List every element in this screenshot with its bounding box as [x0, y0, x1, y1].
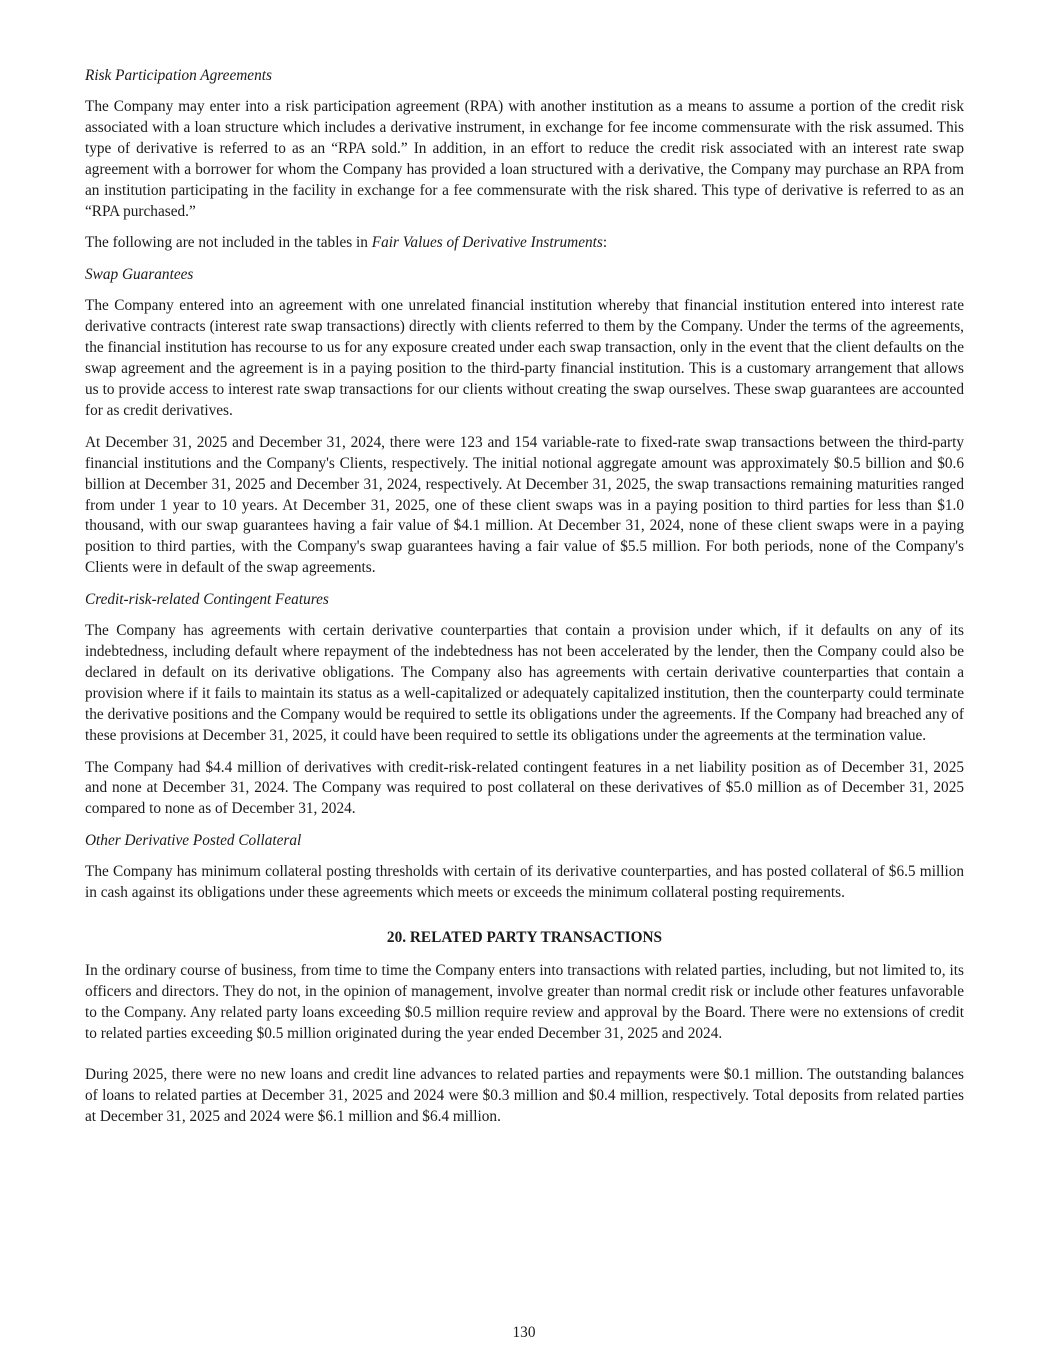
document-page [85, 66, 964, 1138]
credit-risk-paragraph-1: The Company has agreements with certain derivative counterparties that contain a provision under which, if it defaults on any of its indebtedness, including default where repayment of the indebtedness has not been accelerated by the lender, then the Company could also be declared in default on its derivative obligations. The Company also has agreements with certain derivative counterparties that contain a provision where if it fails to maintain its status as a well-capitalized or adequately capitalized institution, then the counterparty could terminate the derivative positions and the Company would be required to settle its obligations under the agreements. If the Company had breached any of these provisions at December 31, 2025, it could have been required to settle its obligations under the agreements at the termination value. [85, 622, 964, 744]
related-party-paragraph-2: During 2025, there were no new loans and credit line advances to related parties and repayments were $0.1 million. The outstanding balances of loans to related parties at December 31, 2025 and 2024 were $0.3 million and $0.4 million, respectively. Total deposits from related parties at December 31, 2025 and 2024 were $6.1 million and $6.4 million. [85, 1065, 964, 1125]
not-included-paragraph [85, 233, 964, 254]
swap-guarantees-heading: Swap Guarantees [85, 266, 194, 284]
not-included-table-reference: Fair Values of Derivative Instruments [371, 234, 603, 252]
swap-guarantees-paragraph-2: At December 31, 2025 and December 31, 2024, there were 123 and 154 variable-rate to fixed-rate swap transactions between the third-party financial institutions and the Company's Clients, respectively. The initial notional aggregate amount was approximately $0.5 billion and $0.6 billion at December 31, 2025 and December 31, 2024, respectively. At December 31, 2025, the swap transactions remaining maturities ranged from under 1 year to 10 years. At December 31, 2025, one of these client swaps was in a paying position to third parties for less than $1.0 thousand, with our swap guarantees having a fair value of $4.1 million. At December 31, 2024, none of these client swaps were in a paying position to third parties, with the Company's swap guarantees having a fair value of $5.5 million. For both periods, none of the Company's Clients were in default of the swap agreements. [85, 433, 964, 577]
related-party-section-title: 20. RELATED PARTY TRANSACTIONS [386, 929, 663, 947]
credit-risk-paragraph-2: The Company had $4.4 million of derivatives with credit-risk-related contingent features in a net liability position as of December 31, 2025 and none at December 31, 2024. The Company was required to post collateral on these derivatives of $5.0 million as of December 31, 2025 compared to none as of December 31, 2024. [85, 758, 964, 818]
rpa-heading: Risk Participation Agreements [85, 67, 272, 84]
other-collateral-heading: Other Derivative Posted Collateral [85, 832, 302, 850]
swap-guarantees-paragraph-1: The Company entered into an agreement with one unrelated financial institution whereby that financial institution entered into interest rate derivative contracts (interest rate swap transactions) directly with clients referred to them by the Company. Under the terms of the agreements, the financial institution has recourse to us for any exposure created under each swap transaction, only in the event that the client defaults on the swap agreement and the agreement is in a paying position to the third-party financial institution. This is a customary arrangement that allows us to provide access to interest rate swap transactions for our clients without creating the swap ourselves. These swap guarantees are accounted for as credit derivatives. [85, 297, 964, 419]
rpa-paragraph: The Company may enter into a risk participation agreement (RPA) with another institution as a means to assume a portion of the credit risk associated with a loan structure which includes a derivative instrument, in exchange for fee income commensurate with the risk assumed. This type of derivative is referred to as an “RPA sold.” In addition, in an effort to reduce the credit risk associated with an interest rate swap agreement with a borrower for whom the Company has provided a loan structured with a derivative, the Company may purchase an RPA from an institution participating in the facility in exchange for a fee commensurate with the risk shared. This type of derivative is referred to as an “RPA purchased.” [85, 98, 964, 220]
not-included-suffix: : [602, 234, 608, 252]
other-collateral-paragraph: The Company has minimum collateral posting thresholds with certain of its derivative counterparties, and has posted collateral of $6.5 million in cash against its obligations under these agreements which meets or exceeds the minimum collateral posting requirements. [85, 863, 964, 902]
related-party-paragraph-1: In the ordinary course of business, from time to time the Company enters into transactions with related parties, including, but not limited to, its officers and directors. They do not, in the opinion of management, involve greater than normal credit risk or include other features unfavorable to the Company. Any related party loans exceeding $0.5 million require review and approval by the Board. There were no extensions of credit to related parties exceeding $0.5 million originated during the year ended December 31, 2025 and 2024. [85, 962, 964, 1042]
credit-risk-heading: Credit-risk-related Contingent Features [85, 591, 329, 609]
page-number: 130 [512, 1324, 536, 1341]
not-included-prefix: The following are not included in the tables in [85, 234, 372, 252]
